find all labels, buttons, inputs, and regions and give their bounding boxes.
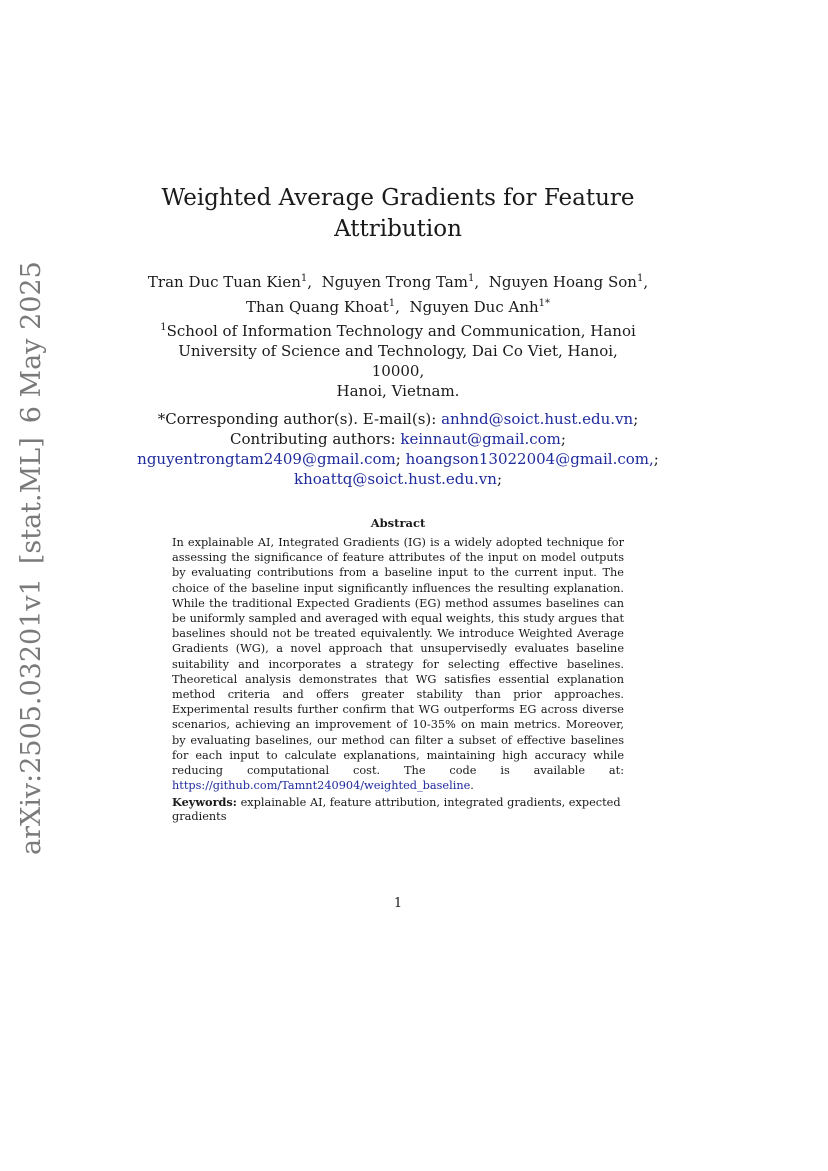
author-sep: ,	[474, 273, 480, 291]
author-name: Nguyen Duc Anh	[409, 298, 539, 316]
author-sep: ,	[307, 273, 313, 291]
contributor-email-link[interactable]: nguyentrongtam2409@gmail.com	[137, 450, 396, 468]
author-name: Tran Duc Tuan Kien	[147, 273, 301, 291]
author-affil-mark: 1	[468, 273, 475, 284]
author-sep: ,	[643, 273, 649, 291]
affiliation-line-2: University of Science and Technology, Dai Co Viet, Hanoi, 10000,	[178, 342, 618, 380]
author-affil-mark: 1	[636, 273, 644, 284]
title-line-1: Weighted Average Gradients for Feature	[161, 185, 635, 211]
keywords-label: Keywords:	[172, 795, 237, 809]
affiliation-line-1: School of Information Technology and Communication, Hanoi	[166, 322, 636, 340]
code-repository-link[interactable]: https://github.com/Tamnt240904/weighted_baseline	[172, 779, 471, 793]
arxiv-id: arXiv:2505.03201v1	[16, 578, 47, 855]
author-name: Nguyen Hoang Son	[488, 273, 637, 291]
contributor-email-link[interactable]: khoattq@soict.hust.edu.vn	[293, 470, 497, 488]
author-affil-mark: 1	[388, 298, 396, 309]
author-line-2	[120, 293, 676, 318]
affiliation-line-3: Hanoi, Vietnam.	[336, 382, 460, 400]
keywords-text: explainable AI, feature attribution, integrated gradients, expected gradients	[172, 796, 621, 823]
keywords	[172, 795, 624, 824]
author-affil-mark: 1*	[538, 298, 551, 309]
abstract-text	[172, 535, 624, 793]
abstract-heading: Abstract	[370, 516, 426, 530]
paper-title	[150, 183, 646, 245]
author-sep: ,	[395, 298, 400, 316]
author-name: Nguyen Trong Tam	[321, 273, 468, 291]
contributing-label: Contributing authors:	[230, 430, 396, 448]
author-list	[120, 268, 676, 318]
arxiv-sidebar-stamp	[16, 261, 47, 855]
contributor-email-link[interactable]: keinnaut@gmail.com	[400, 430, 561, 448]
corresponding-label: *Corresponding author(s). E-mail(s):	[157, 410, 437, 428]
contributor-email-link[interactable]: hoangson13022004@gmail.com,	[405, 450, 654, 468]
author-affil-mark: 1	[300, 273, 308, 284]
arxiv-date: 6 May 2025	[16, 261, 47, 424]
abstract-end: .	[470, 779, 474, 793]
abstract-paragraph: In explainable AI, Integrated Gradients (IG) is a widely adopted technique for assessing the significance of feature attributes of the input on model outputs by evaluating contributions from a baseline input to the current input. The choice of the baseline input significantly influences the resulting explanation. While the traditional Expected Gradients (EG) method assumes baselines can be uniformly sampled and averaged with equal weights, this study argues that baselines should not be treated equivalently. We introduce Weighted Average Gradients (WG), a novel approach that unsupervisedly evaluates baseline suitability and incorporates a strategy for selecting effective baselines. Theoretical analysis demonstrates that WG satisfies essential explanation method criteria and offers greater stability than prior approaches. Experimental results further confirm that WG outperforms EG across diverse scenarios, achieving an improvement of 10-35% on main metrics. Moreover, by evaluating baselines, our method can filter a subset of effective baselines for each input to calculate explanations, maintaining high accuracy while reducing computational cost. The code is available at:	[172, 536, 624, 778]
author-name: Than Quang Khoat	[245, 298, 389, 316]
page-number: 1	[393, 896, 403, 911]
contact-block: *Corresponding author(s). E-mail(s): anhnd@soict.hust.edu.vn; Contributing authors: keinnaut@gmail.com; nguyentrongtam2409@gmail.com; hoangson13022004@gmail.com,; khoattq@soict.hust.edu.vn;	[137, 410, 659, 488]
corresponding-email-link[interactable]: anhnd@soict.hust.edu.vn	[441, 410, 634, 428]
affiliation-mark: 1	[160, 322, 167, 333]
arxiv-category: [stat.ML]	[16, 437, 47, 565]
author-line-1	[120, 268, 676, 293]
affiliation	[160, 318, 636, 401]
title-line-2: Attribution	[334, 216, 462, 242]
